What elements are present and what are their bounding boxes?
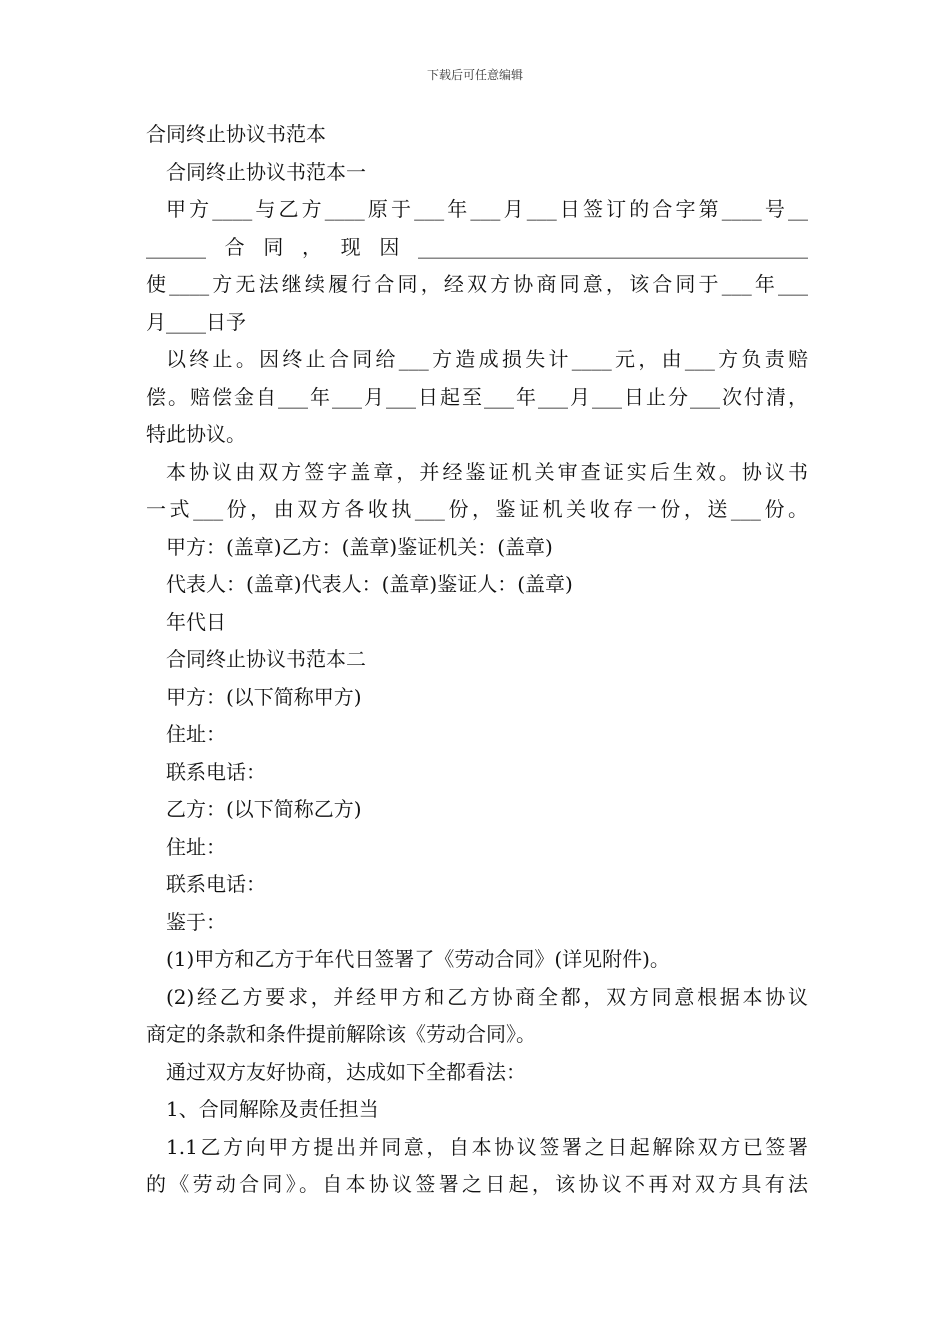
- paragraph-line: 使____方无法继续履行合同，经双方协商同意，该合同于___年___: [146, 272, 808, 296]
- party-b-address: 住址：: [166, 834, 226, 859]
- paragraph-line: (1)甲方和乙方于年代日签署了《劳动合同》(详见附件)。: [166, 947, 670, 971]
- whereas-line: 鉴于：: [166, 909, 226, 934]
- paragraph-line: (2)经乙方要求，并经甲方和乙方协商全都，双方同意根据本协议: [166, 984, 808, 1009]
- party-a-address: 住址：: [166, 722, 226, 746]
- clause-heading: 1、合同解除及责任担当: [166, 1097, 379, 1121]
- section-heading-1: 合同终止协议书范本一: [166, 159, 366, 184]
- party-a-phone: 联系电话：: [166, 759, 266, 784]
- paragraph-line: ______合同，现因_______________________________________: [146, 234, 808, 259]
- document-body: [146, 116, 808, 1204]
- date-line: 年代日: [166, 609, 226, 634]
- paragraph-line: 甲方____与乙方____原于___年___月___日签订的合字第____号__: [166, 197, 808, 221]
- paragraph-line: 本协议由双方签字盖章，并经鉴证机关审查证实后生效。协议书: [166, 459, 808, 484]
- party-b-phone: 联系电话：: [166, 872, 266, 896]
- signature-line-parties: 甲方：(盖章)乙方：(盖章)鉴证机关：(盖章): [166, 534, 553, 559]
- paragraph-line: 以终止。因终止合同给___方造成损失计____元，由___方负责赔: [166, 347, 808, 371]
- paragraph-line: 月____日予: [146, 309, 246, 334]
- paragraph-line: 商定的条款和条件提前解除该《劳动合同》。: [146, 1022, 536, 1046]
- signature-line-representatives: 代表人：(盖章)代表人：(盖章)鉴证人：(盖章): [166, 572, 573, 596]
- page-header: 下载后可任意编辑: [426, 68, 523, 82]
- paragraph-line: 偿。赔偿金自___年___月___日起至___年___月___日止分___次付清，: [146, 384, 808, 409]
- party-a-line: 甲方：(以下简称甲方): [166, 684, 362, 709]
- paragraph-line: 1.1乙方向甲方提出并同意，自本协议签署之日起解除双方已签署: [166, 1134, 808, 1159]
- document-title: 合同终止协议书范本: [146, 122, 326, 146]
- paragraph-line: 特此协议。: [146, 422, 246, 446]
- party-b-line: 乙方：(以下简称乙方): [166, 797, 362, 821]
- paragraph-line: 一式___份，由双方各收执___份，鉴证机关收存一份，送___份。: [146, 497, 808, 521]
- paragraph-line: 的《劳动合同》。自本协议签署之日起，该协议不再对双方具有法: [146, 1172, 808, 1196]
- section-heading-2: 合同终止协议书范本二: [166, 647, 366, 671]
- paragraph-line: 通过双方友好协商，达成如下全都看法：: [166, 1059, 526, 1084]
